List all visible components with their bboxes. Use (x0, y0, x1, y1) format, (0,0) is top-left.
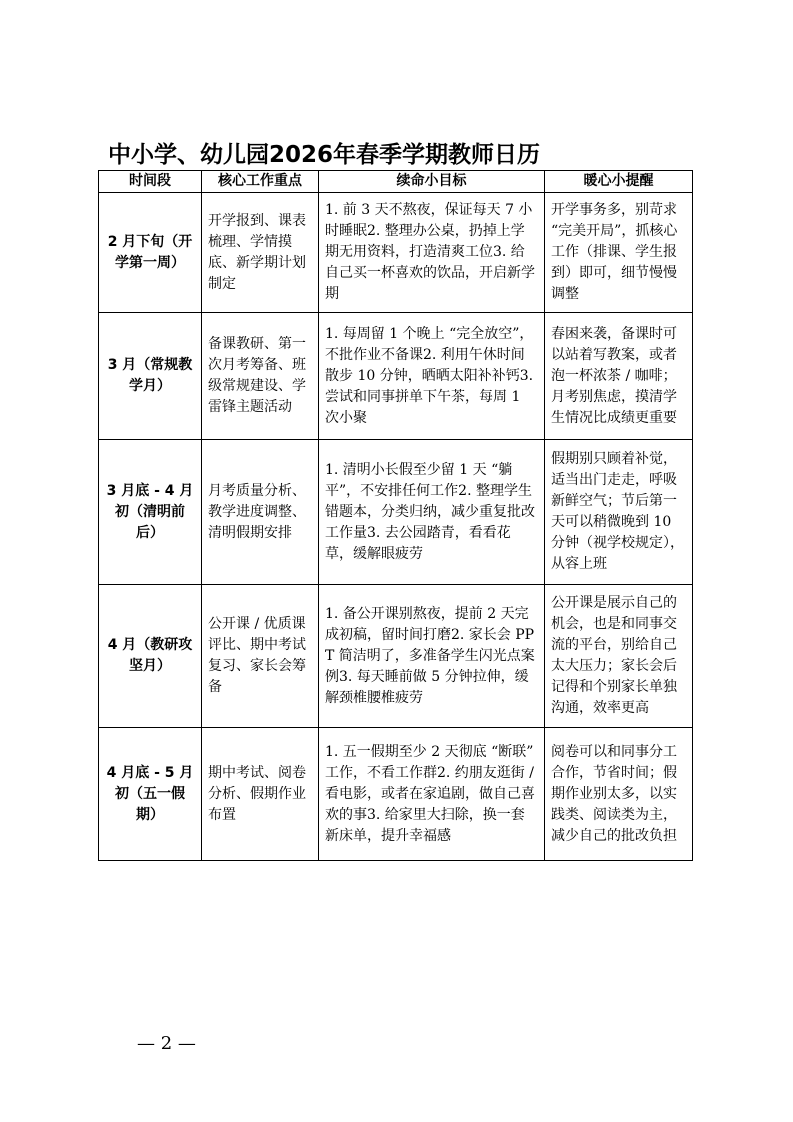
period-cell: 4 月底 - 5 月初（五一假期） (99, 728, 202, 861)
table-row (99, 193, 693, 313)
period-cell: 4 月（教研攻坚月） (99, 585, 202, 728)
focus-cell: 开学报到、课表梳理、学情摸底、新学期计划制定 (202, 193, 319, 313)
table-row (99, 313, 693, 440)
header-period: 时间段 (99, 171, 202, 193)
header-goals: 续命小目标 (319, 171, 545, 193)
table-row (99, 440, 693, 585)
page-title: 中小学、幼儿园2026年春季学期教师日历 (108, 142, 541, 168)
tips-cell: 公开课是展示自己的机会，也是和同事交流的平台，别给自己太大压力；家长会后记得和个别家长单独沟通，效率更高 (545, 585, 693, 728)
focus-cell: 月考质量分析、教学进度调整、清明假期安排 (202, 440, 319, 585)
goals-cell: 1. 清明小长假至少留 1 天 “躺平”，不安排任何工作2. 整理学生错题本，分类归纳，减少重复批改工作量3. 去公园踏青，看看花草，缓解眼疲劳 (319, 440, 545, 585)
goals-cell: 1. 五一假期至少 2 天彻底 “断联” 工作，不看工作群2. 约朋友逛街 / 看电影，或者在家追剧，做自己喜欢的事3. 给家里大扫除，换一套新床单，提升幸福感 (319, 728, 545, 861)
table-row (99, 728, 693, 861)
goals-cell: 1. 前 3 天不熬夜，保证每天 7 小时睡眠2. 整理办公桌，扔掉上学期无用资料，打造清爽工位3. 给自己买一杯喜欢的饮品，开启新学期 (319, 193, 545, 313)
focus-cell: 备课教研、第一次月考筹备、班级常规建设、学雷锋主题活动 (202, 313, 319, 440)
tips-cell: 假期别只顾着补觉，适当出门走走，呼吸新鲜空气；节后第一天可以稍微晚到 10 分钟（视学校规定），从容上班 (545, 440, 693, 585)
focus-cell: 公开课 / 优质课评比、期中考试复习、家长会筹备 (202, 585, 319, 728)
header-tips: 暖心小提醒 (545, 171, 693, 193)
table-row (99, 585, 693, 728)
tips-cell: 春困来袭，备课时可以站着写教案，或者泡一杯浓茶 / 咖啡；月考别焦虑，摸清学生情况比成绩更重要 (545, 313, 693, 440)
period-cell: 3 月底 - 4 月初（清明前后） (99, 440, 202, 585)
teacher-calendar-table (98, 170, 693, 861)
tips-cell: 阅卷可以和同事分工合作，节省时间；假期作业别太多，以实践类、阅读类为主，减少自己的批改负担 (545, 728, 693, 861)
table-header-row (99, 171, 693, 193)
focus-cell: 期中考试、阅卷分析、假期作业布置 (202, 728, 319, 861)
tips-cell: 开学事务多，别苛求 “完美开局”，抓核心工作（排课、学生报到）即可，细节慢慢调整 (545, 193, 693, 313)
goals-cell: 1. 备公开课别熬夜，提前 2 天完成初稿，留时间打磨2. 家长会 PPT 简洁明了，多准备学生闪光点案例3. 每天睡前做 5 分钟拉伸，缓解颈椎腰椎疲劳 (319, 585, 545, 728)
header-focus: 核心工作重点 (202, 171, 319, 193)
goals-cell: 1. 每周留 1 个晚上 “完全放空”，不批作业不备课2. 利用午休时间散步 10 分钟，晒晒太阳补补钙3. 尝试和同事拼单下午茶，每周 1 次小聚 (319, 313, 545, 440)
page-number: — 2 — (137, 1033, 196, 1054)
period-cell: 2 月下旬（开学第一周） (99, 193, 202, 313)
period-cell: 3 月（常规教学月） (99, 313, 202, 440)
